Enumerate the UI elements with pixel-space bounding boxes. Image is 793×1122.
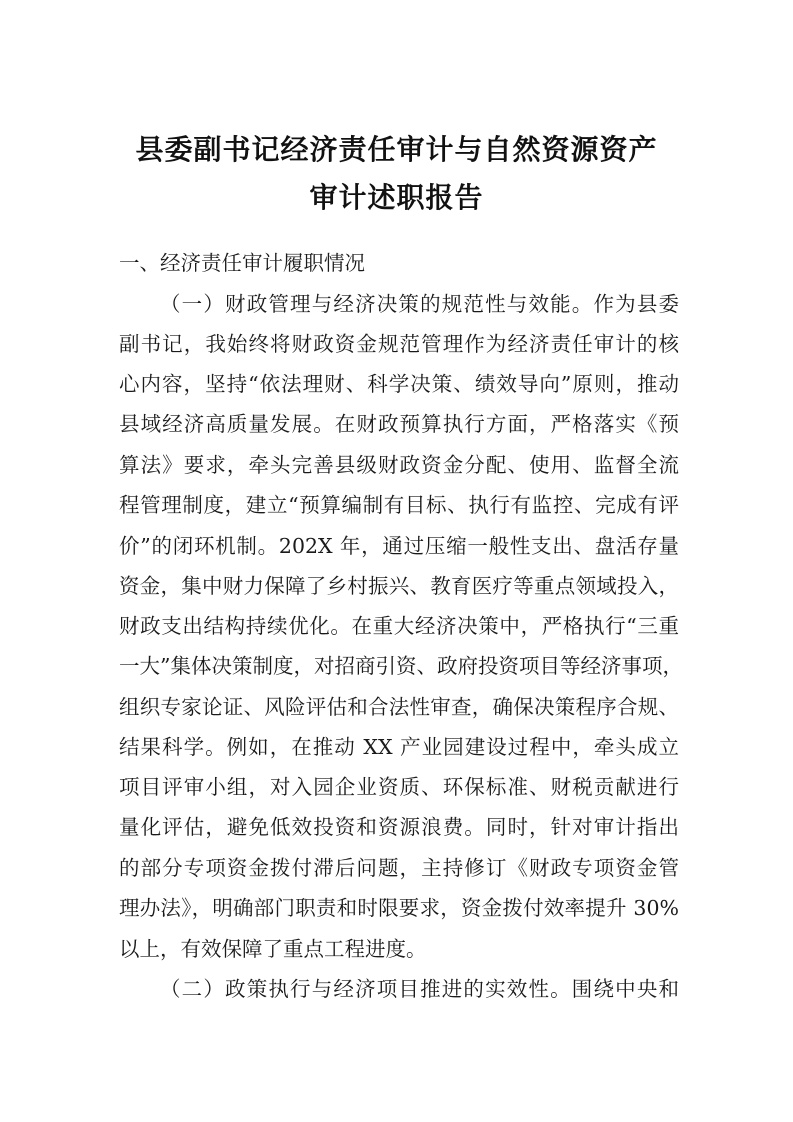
paragraph-line: 县域经济高质量发展。在财政预算执行方面，严格落实《预	[119, 412, 679, 436]
paragraph-line: 心内容，坚持“依法理财、科学决策、绩效导向”原则，推动	[119, 372, 679, 396]
paragraph-line: 项目评审小组，对入园企业资质、环保标准、财税贡献进行	[119, 775, 679, 799]
paragraph-line: 组织专家论证、风险评估和合法性审查，确保决策程序合规、	[119, 695, 679, 719]
paragraph-line: 结果科学。例如，在推动 XX 产业园建设过程中，牵头成立	[119, 735, 679, 759]
document-title-line-2: 审计述职报告	[309, 181, 484, 214]
paragraph-line: 以上，有效保障了重点工程进度。	[119, 937, 427, 961]
section-heading: 一、经济责任审计履职情况	[119, 251, 365, 275]
paragraph-line: 的部分专项资金拨付滞后问题，主持修订《财政专项资金管	[119, 856, 679, 880]
paragraph-line: （一）财政管理与经济决策的规范性与效能。作为县委	[160, 292, 679, 316]
paragraph-line: 理办法》，明确部门职责和时限要求，资金拨付效率提升 30%	[119, 896, 679, 920]
paragraph-line: 副书记，我始终将财政资金规范管理作为经济责任审计的核	[119, 332, 679, 356]
paragraph-line: 一大”集体决策制度，对招商引资、政府投资项目等经济事项，	[119, 654, 683, 678]
paragraph-line: 算法》要求，牵头完善县级财政资金分配、使用、监督全流	[119, 453, 679, 477]
paragraph-line: （二）政策执行与经济项目推进的实效性。围绕中央和	[160, 977, 679, 1001]
paragraph-line: 程管理制度，建立“预算编制有目标、执行有监控、完成有评	[119, 493, 679, 517]
paragraph-line: 财政支出结构持续优化。在重大经济决策中，严格执行“三重	[119, 614, 679, 638]
paragraph-line: 资金，集中财力保障了乡村振兴、教育医疗等重点领域投入，	[119, 574, 679, 598]
paragraph-line: 量化评估，避免低效投资和资源浪费。同时，针对审计指出	[119, 815, 679, 839]
paragraph-line: 价”的闭环机制。202X 年，通过压缩一般性支出、盘活存量	[119, 534, 679, 558]
document-title-line-1: 县委副书记经济责任审计与自然资源资产	[135, 133, 658, 166]
